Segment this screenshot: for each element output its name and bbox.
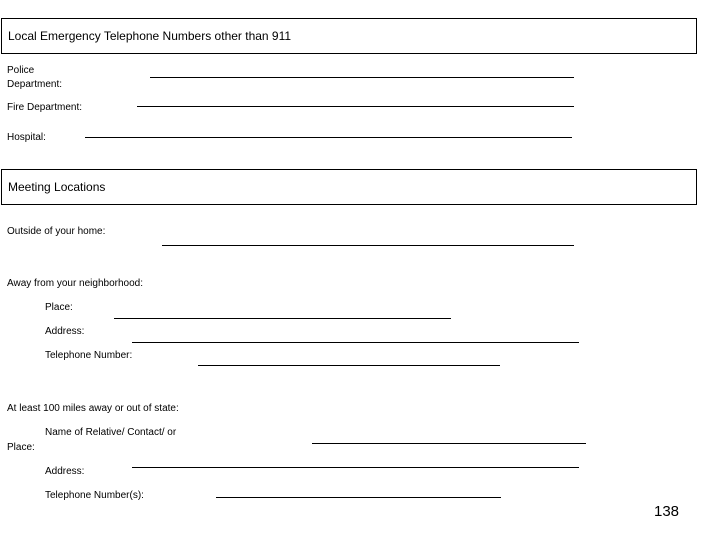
relative-label-line2: Place: [7,442,35,453]
page-number: 138 [654,503,680,520]
hospital-input-line[interactable] [85,137,572,138]
address-label: Address: [45,326,85,337]
address2-input-line[interactable] [132,467,579,468]
police-label [7,64,62,92]
place-label: Place: [45,302,73,313]
meeting-locations-header [1,169,697,205]
away-neighborhood-label: Away from your neighborhood: [7,278,144,289]
telephone-input-line[interactable] [198,365,500,366]
fire-department-label: Fire Department: [7,102,83,113]
relative-label-line1: Name of Relative/ Contact/ or [45,427,177,438]
relative-input-line[interactable] [312,443,586,444]
hospital-label: Hospital: [7,132,46,143]
outside-home-label: Outside of your home: [7,226,106,237]
fire-department-input-line[interactable] [137,106,574,107]
telephones-label: Telephone Number(s): [45,490,144,501]
address-input-line[interactable] [132,342,579,343]
emergency-numbers-title: Local Emergency Telephone Numbers other than 911 [8,29,292,43]
outside-home-input-line[interactable] [162,245,574,246]
police-input-line[interactable] [150,77,574,78]
out-of-state-label: At least 100 miles away or out of state: [7,403,179,414]
telephones-input-line[interactable] [216,497,501,498]
police-label-line1: Police [7,65,35,76]
police-label-line2: Department: [7,79,63,90]
emergency-numbers-header [1,18,697,54]
address2-label: Address: [45,466,85,477]
place-input-line[interactable] [114,318,451,319]
meeting-locations-title: Meeting Locations [8,180,106,194]
telephone-label: Telephone Number: [45,350,133,361]
